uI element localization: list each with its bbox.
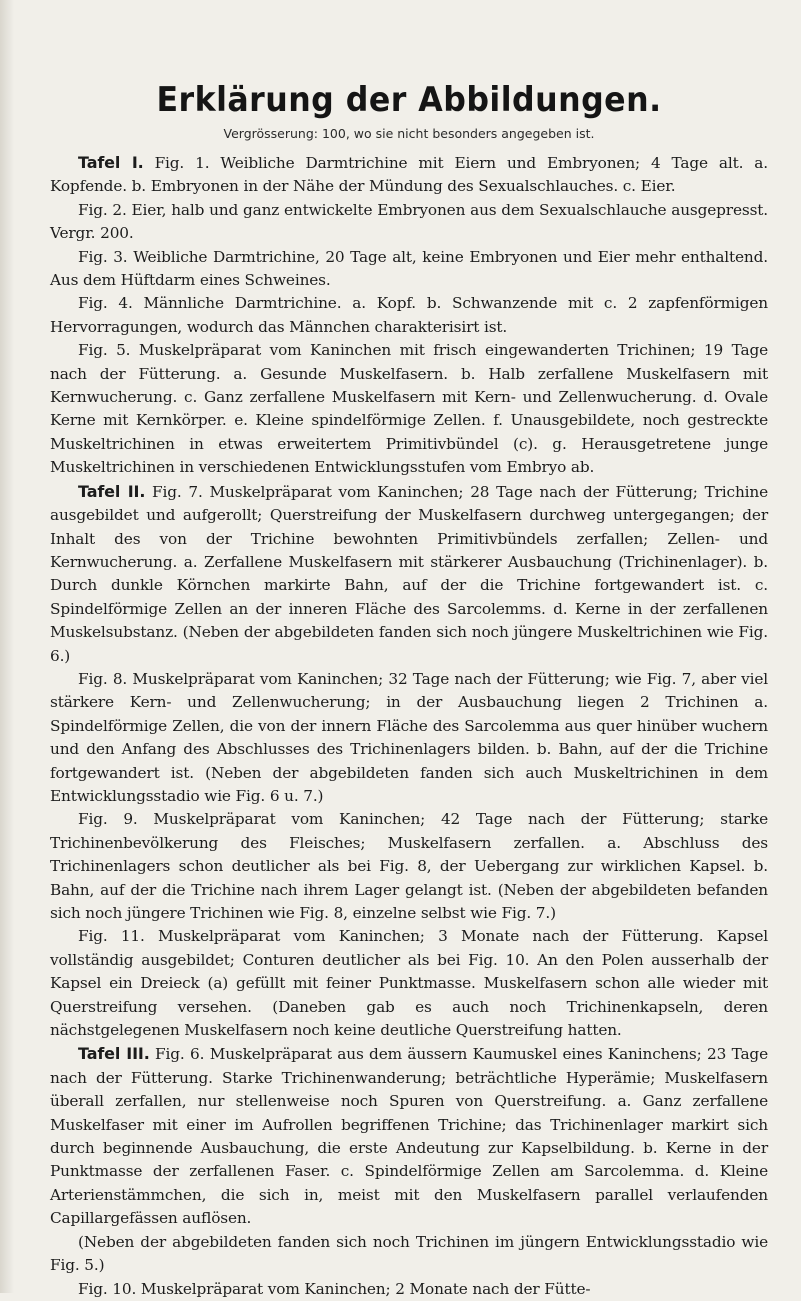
tafel-heading: Tafel I. bbox=[78, 153, 144, 172]
page-binding-edge bbox=[0, 0, 14, 1293]
fig-8 bbox=[50, 668, 768, 808]
fig-2 bbox=[50, 199, 768, 246]
tafel-2-fig-7 bbox=[50, 480, 768, 668]
paragraph-text: Fig. 1. Weibliche Darmtrichine mit Eiern und Embryonen; 4 Tage alt. a. Kopfende. b. Embryonen in der Nähe der Mündung des Sexualschlauches. c. Eier. bbox=[50, 154, 768, 196]
tafel-heading: Tafel III. bbox=[78, 1044, 150, 1064]
paragraph-text: Fig. 9. Muskelpräparat vom Kaninchen; 42 Tage nach der Fütterung; starke Trichinenbevölkerung des Fleisches; Muskelfasern zerfallen. a. Abschluss des Trichinenlagers schon deutlicher als bei Fig. 8, der Uebergang zur wirklichen Kapsel. b. Bahn, auf der die Trichine nach ihrem Lager gelangt ist. (Neben der abgebildeten befanden sich noch jüngere Trichinen wie Fig. 8, einzelne selbst wie Fig. 7.) bbox=[50, 810, 768, 922]
magnification-note: Vergrösserung: 100, wo sie nicht besonders angegeben ist. bbox=[223, 126, 595, 141]
paragraph-text: Fig. 7. Muskelpräparat vom Kaninchen; 28 Tage nach der Fütterung; Trichine ausgebildet und aufgerollt; Querstreifung der Muskelfasern durchweg untergegangen; der Inhalt des von der Trichine bewohnten Primitivbündels zerfallen; Zellen- und Kernwucherung. a. Zerfallene Muskelfasern mit stärkerer Ausbauchung (Trichinenlager). b. Durch dunkle Körnchen markirte Bahn, auf der die Trichine fortgewandert ist. c. Spindelförmige Zellen an der inneren Fläche des Sarcolemms. d. Kerne in der zerfallenen Muskelsubstanz. (Neben der abgebildeten fanden sich noch jüngere Muskeltrichinen wie Fig. 6.) bbox=[50, 482, 768, 665]
paragraph-text: Fig. 3. Weibliche Darmtrichine, 20 Tage alt, keine Embryonen und Eier mehr enthaltend. Aus dem Hüftdarm eines Schweines. bbox=[50, 247, 768, 290]
tafel-1-fig-1 bbox=[50, 151, 768, 199]
tafel-heading: Tafel II. bbox=[78, 481, 146, 501]
fig-5 bbox=[50, 339, 768, 479]
fig-3 bbox=[50, 246, 768, 293]
paragraph-text: Fig. 2. Eier, halb und ganz entwickelte Embryonen aus dem Sexualschlauche ausgepresst. Vergr. 200. bbox=[50, 200, 768, 243]
paragraph-text: Fig. 6. Muskelpräparat aus dem äussern Kaumuskel eines Kaninchens; 23 Tage nach der Fütterung. Starke Trichinenwanderung; beträchtliche Hyperämie; Muskelfasern überall zerfallen, nur stellenweise noch Spuren von Querstreifung. a. Ganz zerfallene Muskelfaser mit einer im Aufrollen begriffenen Trichine; das Trichinenlager markirt sich durch beginnende Ausbauchung, die erste Andeutung zur Kapselbildung. b. Kerne in der Punktmasse der zerfallenen Faser. c. Spindelförmige Zellen am Sarcolemma. d. Kleine Arterienstämmchen, die sich in, meist mit den Muskelfasern parallel verlaufenden Capillargefässen auflösen. bbox=[50, 1045, 768, 1228]
tafel-3-fig-6 bbox=[50, 1042, 768, 1230]
fig-9 bbox=[50, 808, 768, 925]
paragraph-text: Fig. 4. Männliche Darmtrichine. a. Kopf. b. Schwanzende mit c. 2 zapfenförmigen Hervorragungen, wodurch das Männchen charakterisirt ist. bbox=[50, 294, 768, 336]
paragraph-text: Fig. 8. Muskelpräparat vom Kaninchen; 32 Tage nach der Fütterung; wie Fig. 7, aber viel stärkere Kern- und Zellenwucherung; in der Ausbauchung liegen 2 Trichinen a. Spindelförmige Zellen, die von der innern Fläche des Sarcolemma aus quer hinüber wuchern und den Anfang des Abschlusses des Trichinenlagers bilden. b. Bahn, auf der die Trichine fortgewandert ist. (Neben der abgebildeten fanden sich auch Muskeltrichinen in dem Entwicklungsstadio wie Fig. 6 u. 7.) bbox=[50, 669, 768, 805]
fig-4 bbox=[50, 292, 768, 339]
document-page bbox=[50, 80, 768, 1301]
fig-11 bbox=[50, 925, 768, 1042]
paragraph-text: Fig. 5. Muskelpräparat vom Kaninchen mit frisch eingewanderten Trichinen; 19 Tage nach der Fütterung. a. Gesunde Muskelfasern. b. Halb zerfallene Muskelfasern mit Kernwucherung. c. Ganz zerfallene Muskelfasern mit Kern- und Zellenwucherung. d. Ovale Kerne mit Kernkörper. e. Kleine spindelförmige Zellen. f. Unausgebildete, noch gestreckte Muskeltrichinen in etwas erweitertem Primitivbündel (c). g. Herausgetretene junge Muskeltrichinen in verschiedenen Entwicklungsstufen vom Embryo ab. bbox=[50, 341, 768, 477]
paragraph-text: (Neben der abgebildeten fanden sich noch Trichinen im jüngern Entwicklungsstadio wie Fig. 5.) bbox=[50, 1232, 768, 1275]
note-paragraph bbox=[50, 1231, 768, 1278]
page-title: Erklärung der Abbildungen. bbox=[156, 80, 662, 120]
paragraph-text: Fig. 10. Muskelpräparat vom Kaninchen; 2 Monate nach der Fütte- bbox=[78, 1279, 591, 1298]
paragraph-text: Fig. 11. Muskelpräparat vom Kaninchen; 3 Monate nach der Fütterung. Kapsel vollständig ausgebildet; Conturen deutlicher als bei Fig. 10. An den Polen ausserhalb der Kapsel ein Dreieck (a) gefüllt mit feiner Punktmasse. Muskelfasern schon alle wieder mit Querstreifung versehen. (Daneben gab es auch noch Trichinenkapseln, deren nächstgelegenen Muskelfasern noch keine deutliche Querstreifung hatten. bbox=[50, 927, 768, 1040]
fig-10 bbox=[50, 1278, 768, 1301]
